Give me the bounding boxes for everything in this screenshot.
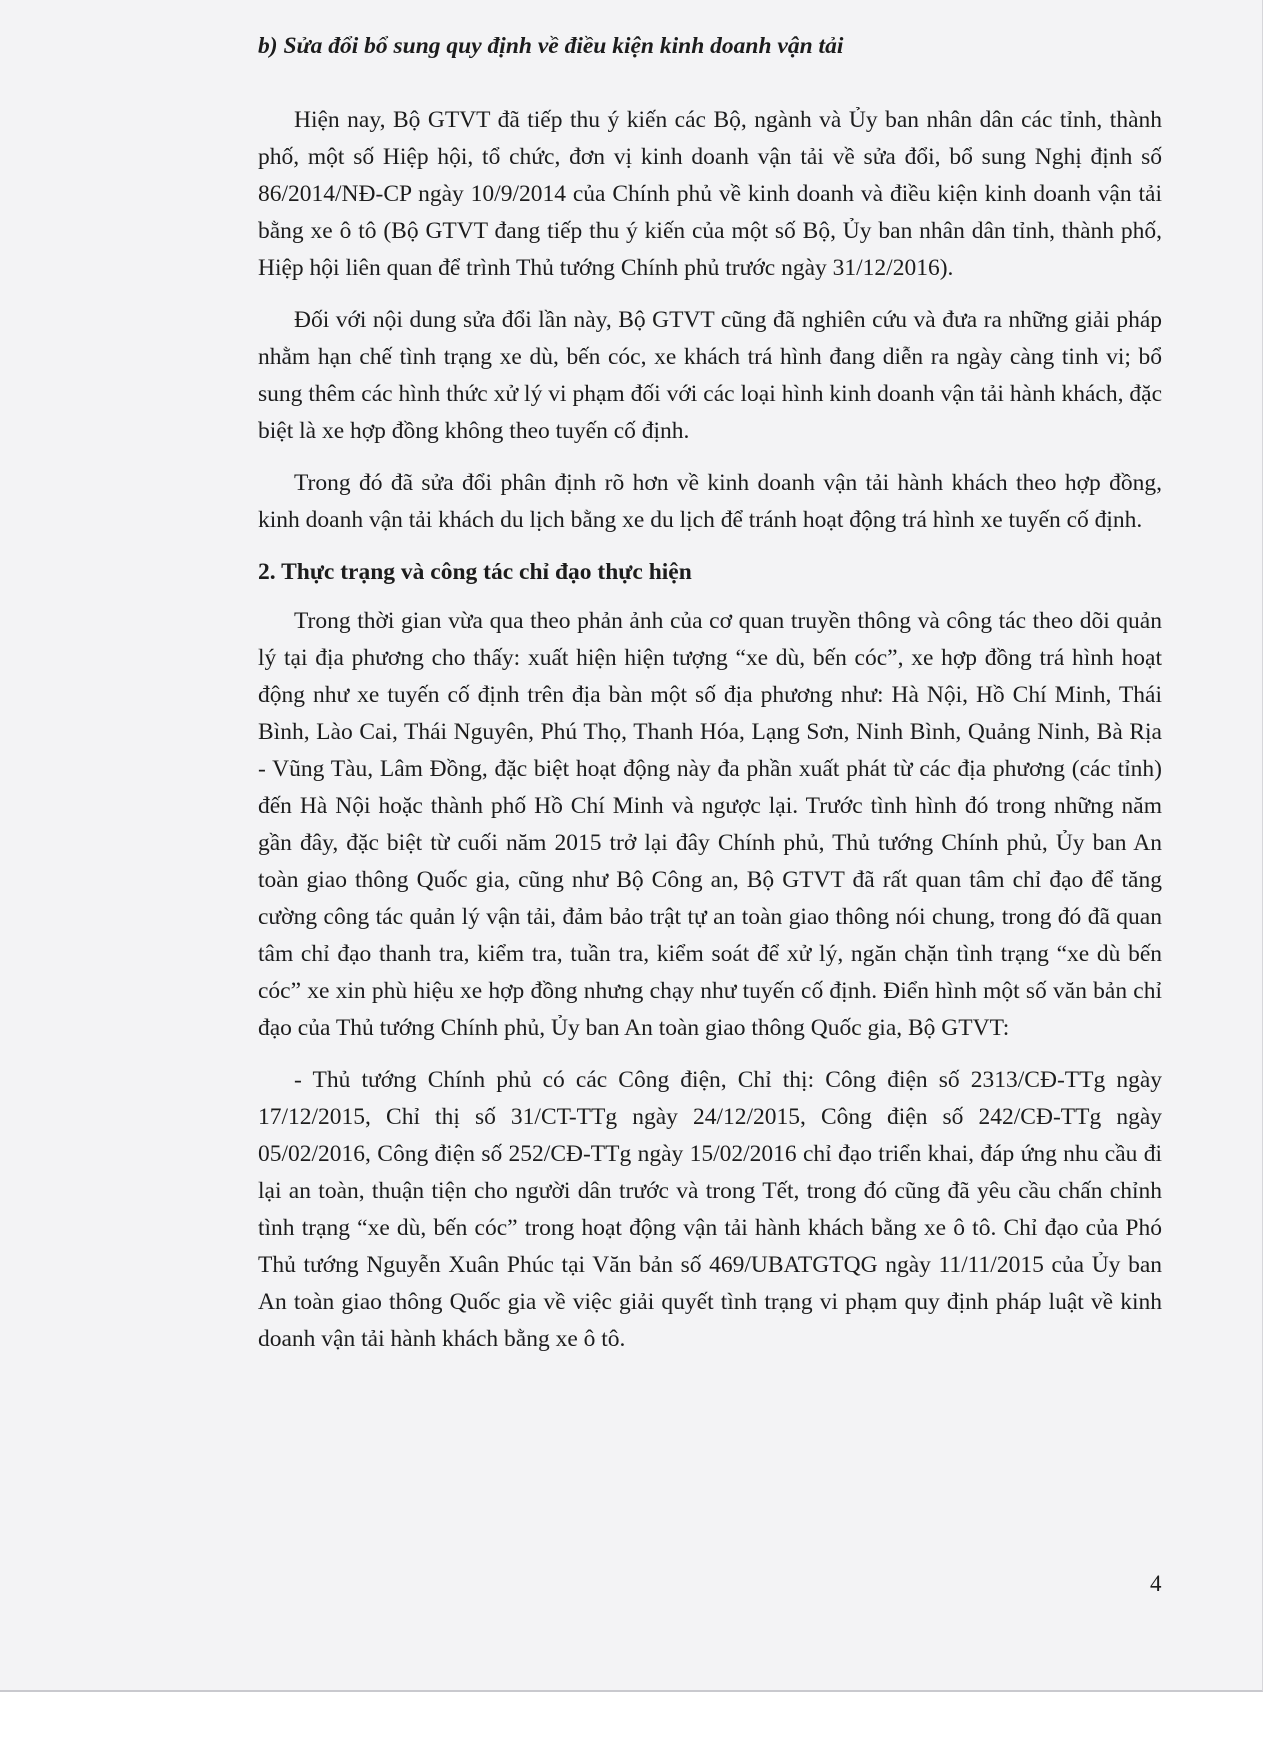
scanner-margin xyxy=(0,1692,1275,1753)
paragraph-2 xyxy=(258,302,1162,450)
section-2-heading: 2. Thực trạng và công tác chỉ đạo thực hiện xyxy=(258,559,692,585)
document-body xyxy=(258,28,1162,1373)
paragraph-5-text: - Thủ tướng Chính phủ có các Công điện, Chỉ thị: Công điện số 2313/CĐ-TTg ngày 17/12/2015, Chỉ thị số 31/CT-TTg ngày 24/12/2015, Công điện số 242/CĐ-TTg ngày 05/02/2016, Công điện số 252/CĐ-TTg ngày 15/02/2016 chỉ đạo triển khai, đáp ứng nhu cầu đi lại an toàn, thuận tiện cho người dân trước và trong Tết, trong đó cũng đã yêu cầu chấn chỉnh tình trạng “xe dù, bến cóc” trong hoạt động vận tải hành khách bằng xe ô tô. Chỉ đạo của Phó Thủ tướng Nguyễn Xuân Phúc tại Văn bản số 469/UBATGTQG ngày 11/11/2015 của Ủy ban An toàn giao thông Quốc gia về việc giải quyết tình trạng vi phạm quy định pháp luật về kinh doanh vận tải hành khách bằng xe ô tô. xyxy=(258,1067,1162,1352)
paragraph-4 xyxy=(258,603,1162,1047)
paragraph-3-text: Trong đó đã sửa đổi phân định rõ hơn về kinh doanh vận tải hành khách theo hợp đồng, kinh doanh vận tải khách du lịch bằng xe du lịch để tránh hoạt động trá hình xe tuyến cố định. xyxy=(258,470,1162,533)
page-number: 4 xyxy=(1150,1571,1162,1596)
paragraph-3 xyxy=(258,465,1162,539)
paragraph-4-text: Trong thời gian vừa qua theo phản ảnh của cơ quan truyền thông và công tác theo dõi quản lý tại địa phương cho thấy: xuất hiện hiện tượng “xe dù, bến cóc”, xe hợp đồng trá hình hoạt động như xe tuyến cố định trên địa bàn một số địa phương như: Hà Nội, Hồ Chí Minh, Thái Bình, Lào Cai, Thái Nguyên, Phú Thọ, Thanh Hóa, Lạng Sơn, Ninh Bình, Quảng Ninh, Bà Rịa - Vũng Tàu, Lâm Đồng, đặc biệt hoạt động này đa phần xuất phát từ các địa phương (các tỉnh) đến Hà Nội hoặc thành phố Hồ Chí Minh và ngược lại. Trước tình hình đó trong những năm gần đây, đặc biệt từ cuối năm 2015 trở lại đây Chính phủ, Thủ tướng Chính phủ, Ủy ban An toàn giao thông Quốc gia, cũng như Bộ Công an, Bộ GTVT đã rất quan tâm chỉ đạo để tăng cường công tác quản lý vận tải, đảm bảo trật tự an toàn giao thông nói chung, trong đó đã quan tâm chỉ đạo thanh tra, kiểm tra, tuần tra, kiểm soát để xử lý, ngăn chặn tình trạng “xe dù bến cóc” xe xin phù hiệu xe hợp đồng nhưng chạy như tuyến cố định. Điển hình một số văn bản chỉ đạo của Thủ tướng Chính phủ, Ủy ban An toàn giao thông Quốc gia, Bộ GTVT: xyxy=(258,608,1162,1041)
paragraph-1-text: Hiện nay, Bộ GTVT đã tiếp thu ý kiến các Bộ, ngành và Ủy ban nhân dân các tỉnh, thành phố, một số Hiệp hội, tổ chức, đơn vị kinh doanh vận tải về sửa đổi, bổ sung Nghị định số 86/2014/NĐ-CP ngày 10/9/2014 của Chính phủ về kinh doanh và điều kiện kinh doanh vận tải bằng xe ô tô (Bộ GTVT đang tiếp thu ý kiến của một số Bộ, Ủy ban nhân dân tỉnh, thành phố, Hiệp hội liên quan để trình Thủ tướng Chính phủ trước ngày 31/12/2016). xyxy=(258,107,1162,281)
paragraph-5 xyxy=(258,1062,1162,1358)
paragraph-1 xyxy=(258,65,1162,287)
section-b-heading: b) Sửa đổi bổ sung quy định về điều kiện kinh doanh vận tải xyxy=(258,33,844,59)
paragraph-2-text: Đối với nội dung sửa đổi lần này, Bộ GTVT cũng đã nghiên cứu và đưa ra những giải pháp nhằm hạn chế tình trạng xe dù, bến cóc, xe khách trá hình đang diễn ra ngày càng tinh vi; bổ sung thêm các hình thức xử lý vi phạm đối với các loại hình kinh doanh vận tải hành khách, đặc biệt là xe hợp đồng không theo tuyến cố định. xyxy=(258,307,1162,444)
